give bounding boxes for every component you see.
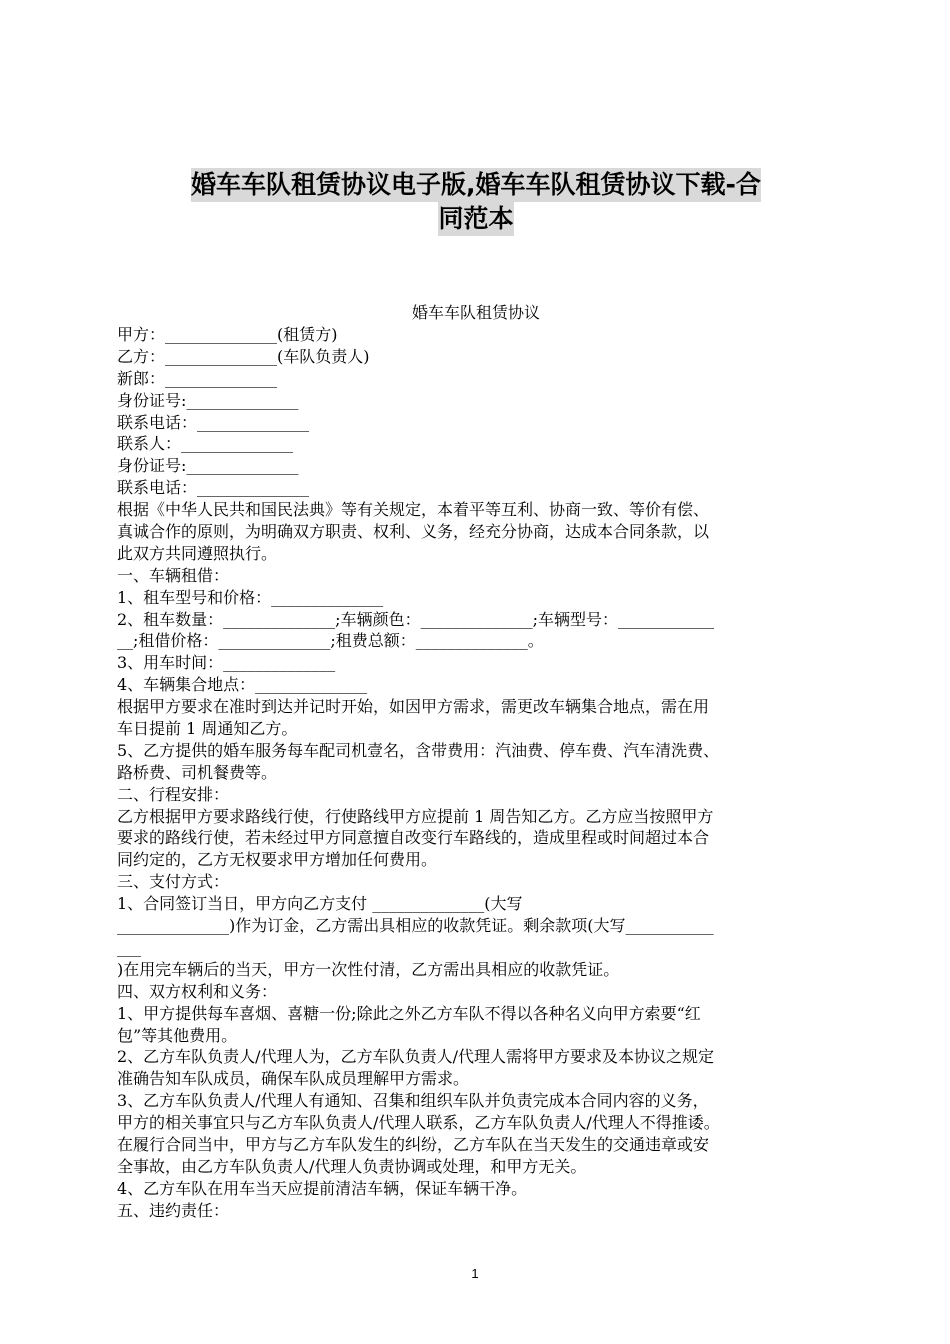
body-line: 1、合同签订当日，甲方向乙方支付 ______________(大写 <box>117 894 523 914</box>
body-line: 此双方共同遵照执行。 <box>117 543 278 563</box>
body-line: 4、车辆集合地点：______________ <box>117 675 368 695</box>
body-line: 联系电话：______________ <box>117 478 310 498</box>
body-line: 路桥费、司机餐费等。 <box>117 762 278 782</box>
body-line: 新郎：______________ <box>117 368 278 388</box>
body-line: 一、车辆租借： <box>117 565 230 585</box>
body-line: ______________)作为订金，乙方需出具相应的收款凭证。剩余款项(大写___________ <box>117 916 714 936</box>
body-line: 3、乙方车队负责人/代理人有通知、召集和组织车队并负责完成本合同内容的义务， <box>117 1091 709 1111</box>
body-line: 车日提前 1 周通知乙方。 <box>117 719 298 739</box>
body-line: 真诚合作的原则，为明确双方职责、权利、义务，经充分协商，达成本合同条款，以 <box>117 522 710 542</box>
body-line: 甲方的相关事宜只与乙方车队负责人/代理人联系，乙方车队负责人/代理人不得推诿。 <box>117 1113 720 1133</box>
body-line: 2、乙方车队负责人/代理人为，乙方车队负责人/代理人需将甲方要求及本协议之规定 <box>117 1047 714 1067</box>
title-line: 婚车车队租赁协议电子版,婚车车队租赁协议下载-合 <box>191 168 761 202</box>
body-line: 甲方：______________(租赁方) <box>117 325 338 344</box>
body-line: 包”等其他费用。 <box>117 1025 238 1045</box>
body-line: 全事故，由乙方车队负责人/代理人负责协调或处理，和甲方无关。 <box>117 1156 587 1176</box>
body-line: 乙方根据甲方要求路线行使，行使路线甲方应提前 1 周告知乙方。乙方应当按照甲方 <box>117 806 714 826</box>
body-line: )在用完车辆后的当天，甲方一次性付清，乙方需出具相应的收款凭证。 <box>117 959 620 979</box>
body-line: 1、甲方提供每车喜烟、喜糖一份;除此之外乙方车队不得以各种名义向甲方索要“红 <box>117 1003 701 1023</box>
body-line: 5、乙方提供的婚车服务每车配司机壹名，含带费用：汽油费、停车费、汽车清洗费、 <box>117 740 720 760</box>
document-title <box>117 168 835 236</box>
body-line: 根据《中华人民共和国民法典》等有关规定，本着平等互利、协商一致、等价有偿、 <box>117 500 710 520</box>
body-line: ___ <box>117 937 141 957</box>
body-line: 4、乙方车队在用车当天应提前清洁车辆，保证车辆干净。 <box>117 1178 528 1198</box>
body-line: 三、支付方式： <box>117 872 230 892</box>
page-number: 1 <box>471 1266 479 1281</box>
body-line: 联系人：______________ <box>117 434 294 454</box>
body-line: 2、租车数量：______________;车辆颜色：______________;车辆型号：____________ <box>117 609 714 629</box>
agreement-heading: 婚车车队租赁协议 <box>411 303 540 322</box>
body-line: 在履行合同当中，甲方与乙方车队发生的纠纷，乙方车队在当天发生的交通违章或安 <box>117 1134 710 1154</box>
body-line: 根据甲方要求在准时到达并记时开始，如因甲方需求，需更改车辆集合地点，需在用 <box>117 697 710 717</box>
body-line: 身份证号:______________ <box>117 456 299 476</box>
title-line: 同范本 <box>438 202 513 236</box>
body-line: 二、行程安排： <box>117 784 230 804</box>
body-line: 1、租车型号和价格：______________ <box>117 587 384 607</box>
body-line: 同约定的，乙方无权要求甲方增加任何费用。 <box>117 850 438 870</box>
body-line: 要求的路线行使，若未经过甲方同意擅自改变行车路线的，造成里程或时间超过本合 <box>117 828 710 848</box>
body-line: 五、违约责任： <box>117 1200 230 1220</box>
body-line: 身份证号:______________ <box>117 390 299 410</box>
agreement-body <box>117 324 835 1222</box>
body-line: 乙方：______________(车队负责人) <box>117 346 370 366</box>
body-line: 联系电话：______________ <box>117 412 310 432</box>
body-line: __;租借价格：______________;租费总额：______________。 <box>117 631 544 651</box>
body-line: 准确告知车队成员，确保车队成员理解甲方需求。 <box>117 1069 470 1089</box>
body-line: 3、用车时间：______________ <box>117 653 336 673</box>
body-line: 四、双方权利和义务： <box>117 981 278 1001</box>
